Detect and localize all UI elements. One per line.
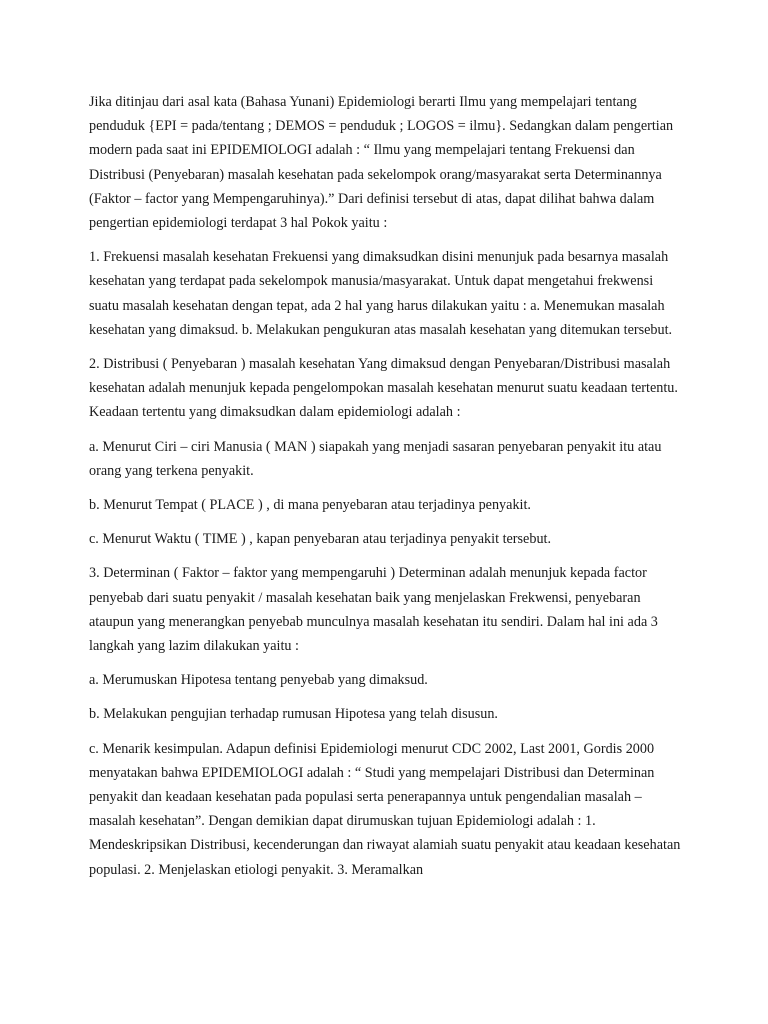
paragraph-intro: Jika ditinjau dari asal kata (Bahasa Yunani) Epidemiologi berarti Ilmu yang mempelajari tentang penduduk {EPI = pada/tentang ; DEMOS = penduduk ; LOGOS = ilmu}. Sedangkan dalam pengertian modern pada saat ini EPIDEMIOLOGI adalah : “ Ilmu yang mempelajari tentang Frekuensi dan Distribusi (Penyebaran) masalah kesehatan pada sekelompok orang/masyarakat serta Determinannya (Faktor – factor yang Mempengaruhinya).” Dari definisi tersebut di atas, dapat dilihat bahwa dalam pengertian epidemiologi terdapat 3 hal Pokok yaitu : bbox=[89, 94, 674, 232]
paragraph-menurut-waktu: c. Menurut Waktu ( TIME ) , kapan penyebaran atau terjadinya penyakit tersebut. bbox=[89, 531, 552, 548]
paragraph-merumuskan-hipotesa: a. Merumuskan Hipotesa tentang penyebab yang dimaksud. bbox=[89, 672, 428, 689]
paragraph-determinan: 3. Determinan ( Faktor – faktor yang mempengaruhi ) Determinan adalah menunjuk kepada factor penyebab dari suatu penyakit / masalah kesehatan baik yang menjelaskan Frekwensi, penyebaran ataupun yang menerangkan penyebab munculnya masalah kesehatan itu sendiri. Dalam hal ini ada 3 langkah yang lazim dilakukan yaitu : bbox=[89, 565, 658, 655]
paragraph-kesimpulan: c. Menarik kesimpulan. Adapun definisi Epidemiologi menurut CDC 2002, Last 2001, Gordis 2000 menyatakan bahwa EPIDEMIOLOGI adalah : “ Studi yang mempelajari Distribusi dan Determinan penyakit dan keadaan kesehatan pada populasi serta penerapannya untuk pengendalian masalah – masalah kesehatan”. Dengan demikian dapat dirumuskan tujuan Epidemiologi adalah : 1. Mendeskripsikan Distribusi, kecenderungan dan riwayat alamiah suatu penyakit atau keadaan kesehatan populasi. 2. Menjelaskan etiologi penyakit. 3. Meramalkan bbox=[89, 740, 681, 878]
document-body bbox=[89, 90, 685, 892]
paragraph-distribusi: 2. Distribusi ( Penyebaran ) masalah kesehatan Yang dimaksud dengan Penyebaran/Distribusi masalah kesehatan adalah menunjuk kepada pengelompokan masalah kesehatan menurut suatu keadaan tertentu. Keadaan tertentu yang dimaksudkan dalam epidemiologi adalah : bbox=[89, 356, 678, 421]
paragraph-pengujian-hipotesa: b. Melakukan pengujian terhadap rumusan Hipotesa yang telah disusun. bbox=[89, 706, 498, 723]
paragraph-menurut-ciri: a. Menurut Ciri – ciri Manusia ( MAN ) siapakah yang menjadi sasaran penyebaran penyakit itu atau orang yang terkena penyakit. bbox=[89, 438, 662, 479]
paragraph-frekuensi: 1. Frekuensi masalah kesehatan Frekuensi yang dimaksudkan disini menunjuk pada besarnya masalah kesehatan yang terdapat pada sekelompok manusia/masyarakat. Untuk dapat mengetahui frekwensi suatu masalah kesehatan dengan tepat, ada 2 hal yang harus dilakukan yaitu : a. Menemukan masalah kesehatan yang dimaksud. b. Melakukan pengukuran atas masalah kesehatan yang ditemukan tersebut. bbox=[89, 249, 673, 338]
paragraph-menurut-tempat: b. Menurut Tempat ( PLACE ) , di mana penyebaran atau terjadinya penyakit. bbox=[89, 497, 531, 514]
